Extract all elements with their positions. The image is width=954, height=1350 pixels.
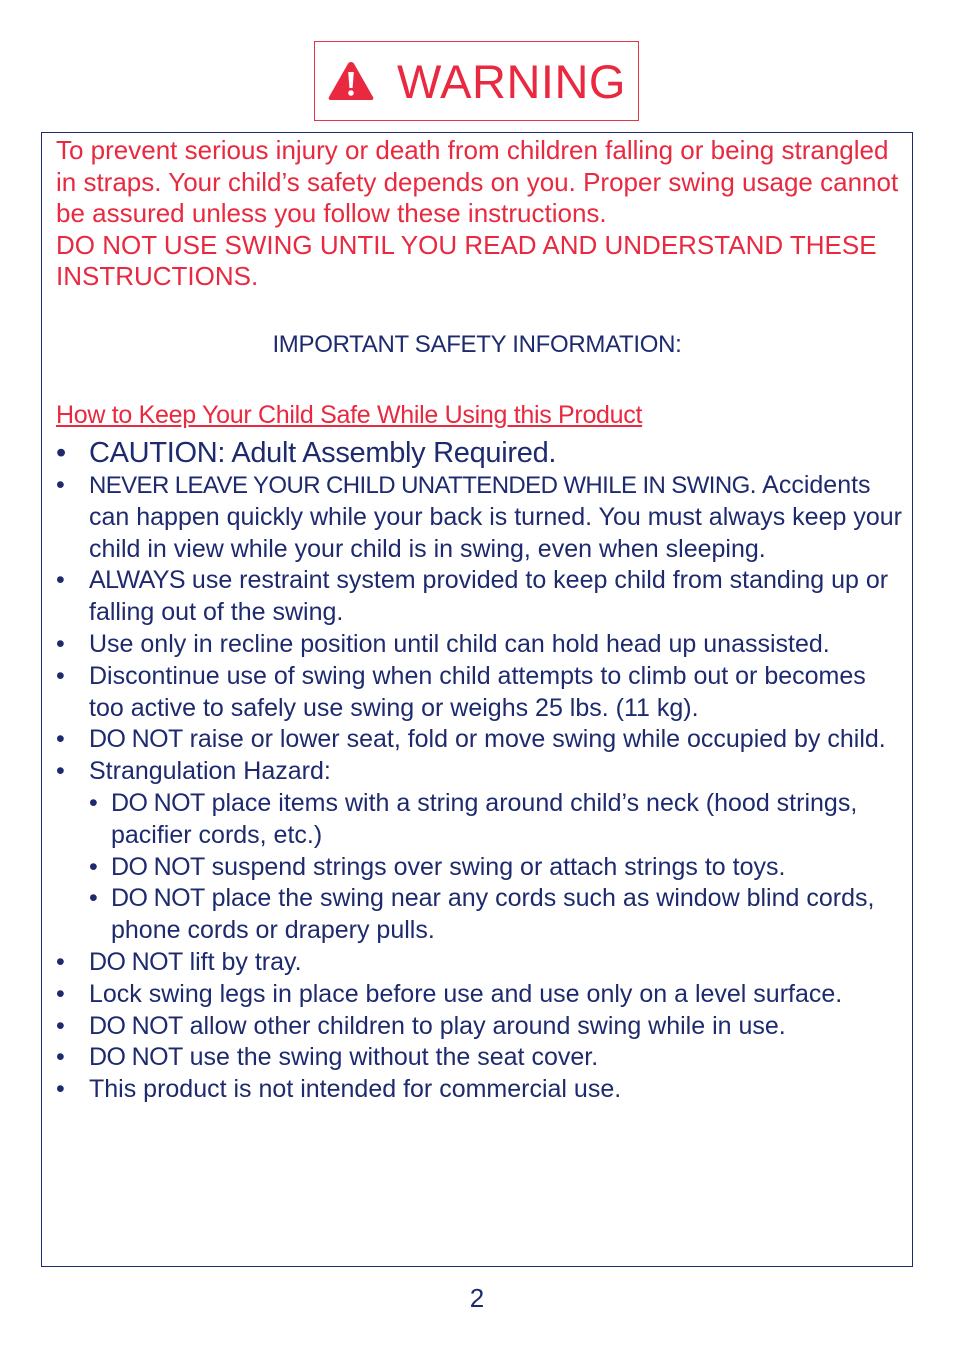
item-text: raise or lower seat, fold or move swing while occupied by child. bbox=[182, 725, 886, 754]
item-emphasis: DO NOT bbox=[89, 1011, 183, 1040]
sub-emphasis: DO NOT bbox=[111, 884, 205, 913]
item-text: Use only in recline position until child can hold head up unassisted. bbox=[89, 629, 830, 658]
sub-text: place the swing near any cords such as window blind cords, phone cords or drapery pulls. bbox=[111, 884, 875, 945]
bullet: • bbox=[56, 1043, 65, 1072]
sub-emphasis: DO NOT bbox=[111, 852, 205, 881]
item-text: lift by tray. bbox=[182, 947, 302, 976]
bullet: • bbox=[56, 661, 65, 690]
bullet: • bbox=[56, 437, 66, 469]
warning-triangle-icon bbox=[327, 59, 375, 103]
item-text: Lock swing legs in place before use and use only on a level surface. bbox=[89, 979, 843, 1008]
list-item-caution bbox=[56, 437, 906, 470]
bullet: • bbox=[56, 979, 65, 1008]
sub-text: suspend strings over swing or attach strings to toys. bbox=[204, 852, 786, 881]
intro-text: To prevent serious injury or death from children falling or being strangled in straps. Your child’s safety depends on you. Proper swing usage cannot be assured unless you follow these instructions. bbox=[56, 135, 899, 229]
sub-emphasis: DO NOT bbox=[111, 788, 205, 817]
warning-header bbox=[314, 41, 639, 121]
list-item-tray bbox=[56, 947, 906, 979]
item-emphasis: DO NOT bbox=[89, 1043, 183, 1072]
list-item-discontinue bbox=[56, 661, 906, 725]
bullet: • bbox=[56, 757, 65, 786]
list-item-other-children bbox=[56, 1011, 906, 1043]
intro-warning bbox=[56, 135, 901, 293]
sub-bullet: • bbox=[89, 788, 98, 817]
bullet: • bbox=[56, 471, 65, 499]
list-item-lock-legs bbox=[56, 979, 906, 1011]
bullet: • bbox=[56, 947, 65, 976]
item-emphasis: DO NOT bbox=[89, 947, 183, 976]
important-safety-heading: IMPORTANT SAFETY INFORMATION: bbox=[272, 331, 682, 358]
safety-panel bbox=[41, 132, 913, 1267]
sub-item-cords bbox=[89, 883, 906, 947]
sub-item-suspend-strings bbox=[89, 852, 906, 884]
list-item-never-leave bbox=[56, 470, 906, 565]
item-text: allow other children to play around swing while in use. bbox=[182, 1011, 786, 1040]
list-item-commercial bbox=[56, 1074, 906, 1106]
item-text: use restraint system provided to keep child from standing up or falling out of the swing. bbox=[89, 566, 889, 627]
bullet: • bbox=[56, 1011, 65, 1040]
sub-text: place items with a string around child’s neck (hood strings, pacifier cords, etc.) bbox=[111, 788, 858, 849]
item-emphasis: DO NOT bbox=[89, 725, 183, 754]
list-item-strangulation bbox=[56, 756, 906, 947]
page-number: 2 bbox=[469, 1283, 485, 1313]
sub-bullet: • bbox=[89, 852, 98, 881]
list-item-seat-cover bbox=[56, 1042, 906, 1074]
item-text: use the swing without the seat cover. bbox=[182, 1043, 599, 1072]
item-text: . Accidents can happen quickly while your back is turned. You must always keep your child in view while your child is in swing, even when sleeping. bbox=[89, 471, 902, 563]
bullet: • bbox=[56, 725, 65, 754]
bullet: • bbox=[56, 566, 65, 595]
list-item-always bbox=[56, 565, 906, 629]
sub-bullet: • bbox=[89, 884, 98, 913]
bullet: • bbox=[56, 629, 65, 658]
sub-item-string-neck bbox=[89, 788, 906, 852]
howto-heading: How to Keep Your Child Safe While Using this Product bbox=[56, 401, 643, 429]
item-text: This product is not intended for commercial use. bbox=[89, 1075, 622, 1104]
item-emphasis: CAUTION: Adult Assembly Required. bbox=[89, 437, 557, 469]
item-emphasis: ALWAYS bbox=[89, 566, 185, 595]
item-text: Discontinue use of swing when child attempts to climb out or becomes too active to safely use swing or weighs 25 lbs. (11 kg). bbox=[89, 661, 866, 722]
warning-title: WARNING bbox=[397, 54, 626, 108]
list-item-recline bbox=[56, 629, 906, 661]
intro-instruction: DO NOT USE SWING UNTIL YOU READ AND UNDERSTAND THESE INSTRUCTIONS. bbox=[56, 229, 877, 292]
item-emphasis: NEVER LEAVE YOUR CHILD UNATTENDED WHILE IN SWING bbox=[89, 472, 750, 499]
item-text: Strangulation Hazard: bbox=[89, 757, 331, 786]
list-item-raise-lower bbox=[56, 724, 906, 756]
safety-list bbox=[56, 437, 906, 1106]
bullet: • bbox=[56, 1075, 65, 1104]
